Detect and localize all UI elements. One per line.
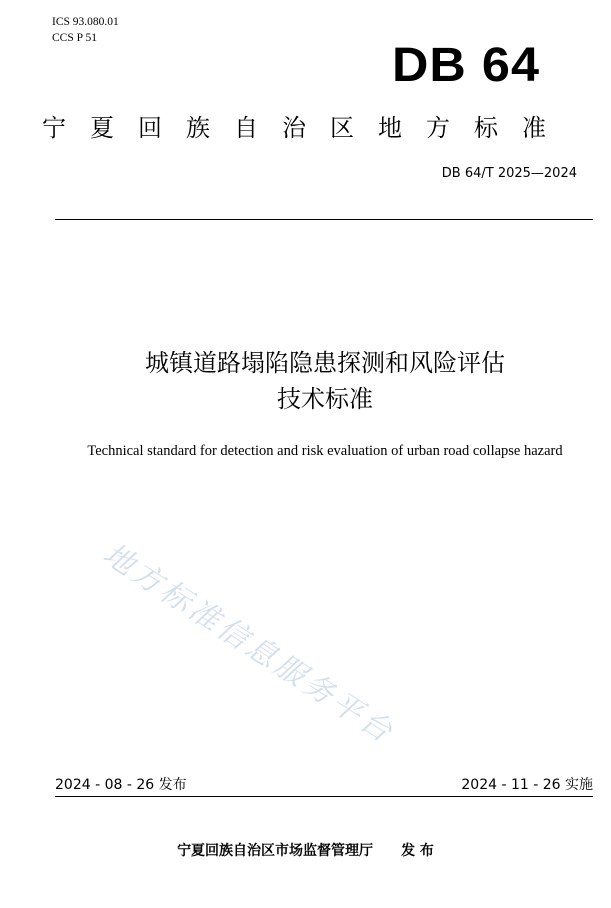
chinese-title-line-1: 城镇道路塌陷隐患探测和风险评估 [145, 349, 505, 377]
bottom-divider [55, 796, 593, 797]
top-divider [55, 219, 593, 220]
issuing-organization: 宁夏回族自治区市场监督管理厅 [177, 843, 374, 859]
implementation-date: 2024 - 11 - 26 实施 [461, 777, 593, 793]
issue-action: 发 布 [401, 843, 434, 859]
issue-date: 2024 - 08 - 26 发布 [55, 777, 187, 793]
db-logo: DB 64 [391, 39, 540, 92]
watermark: 地方标准信息服务平台 [96, 536, 401, 752]
chinese-title [0, 345, 611, 417]
ccs-code: CCS P 51 [52, 32, 97, 44]
standard-number: DB 64/T 2025—2024 [441, 166, 577, 181]
issuer-line [0, 841, 611, 861]
english-title: Technical standard for detection and risk evaluation of urban road collapse hazard [87, 443, 563, 459]
ics-code: ICS 93.080.01 [52, 16, 119, 28]
chinese-title-line-2: 技术标准 [277, 385, 373, 413]
classification-codes [52, 14, 119, 46]
standard-type-heading: 宁夏回族自治区地方标准 [42, 114, 570, 142]
